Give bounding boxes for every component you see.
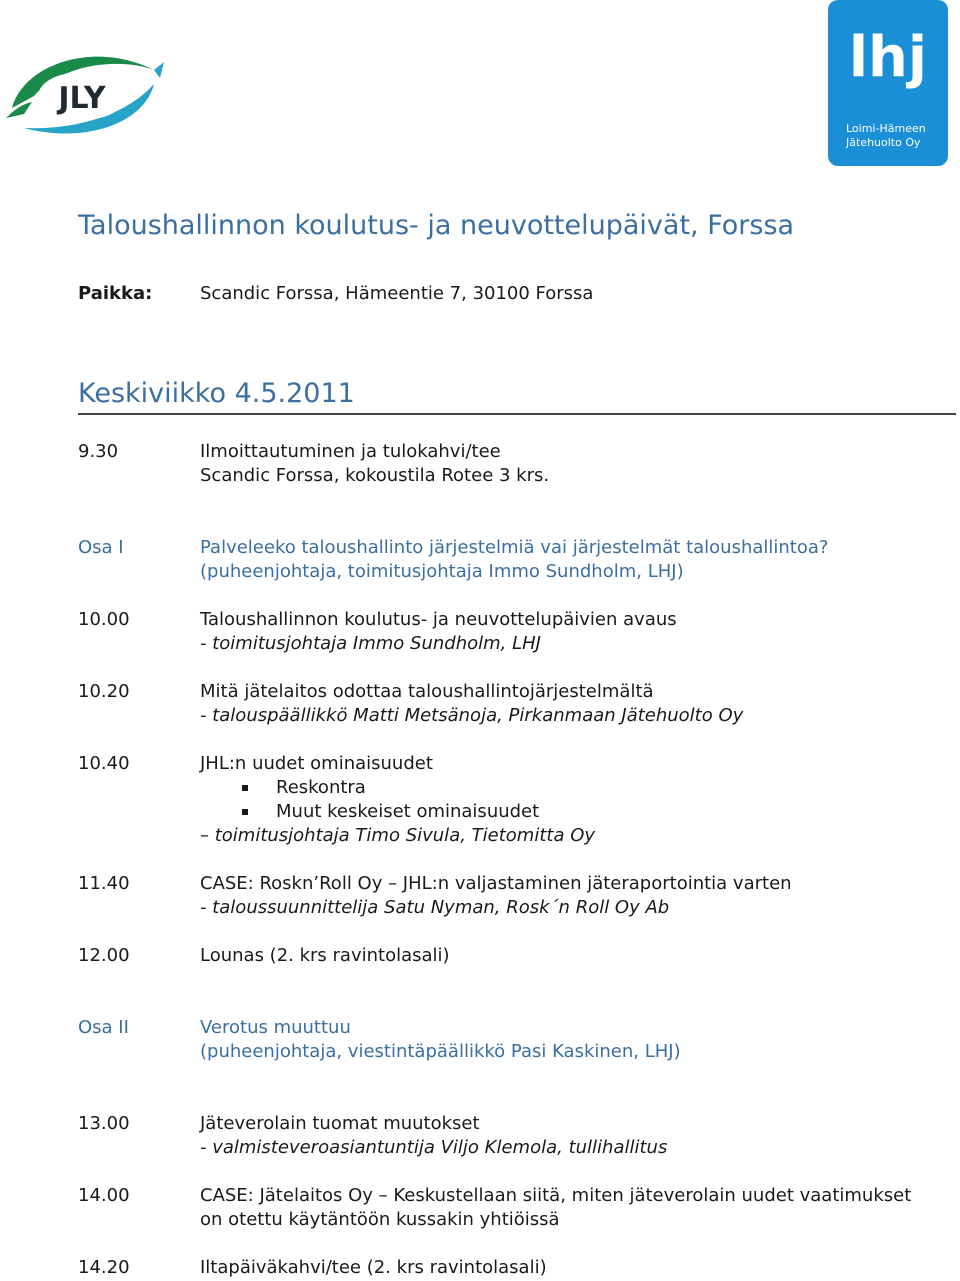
agenda-text: Scandic Forssa, kokoustila Rotee 3 krs. xyxy=(200,465,550,486)
place-label: Paikka: xyxy=(78,283,153,304)
jly-logo xyxy=(4,44,164,144)
svg-text:lhj: lhj xyxy=(848,25,928,90)
agenda-text: Lounas (2. krs ravintolasali) xyxy=(200,945,450,966)
place-value: Scandic Forssa, Hämeentie 7, 30100 Forssa xyxy=(200,283,594,304)
day-heading: Keskiviikko 4.5.2011 xyxy=(78,378,355,409)
bullet-item: Muut keskeiset ominaisuudet xyxy=(200,800,960,824)
agenda-time: 10.00 xyxy=(78,609,130,630)
bullet-item: Reskontra xyxy=(200,776,960,800)
agenda-text: Ilmoittautuminen ja tulokahvi/tee xyxy=(200,441,501,462)
lhj-logo xyxy=(828,0,948,166)
session-label: Osa I xyxy=(78,537,124,558)
agenda-time: 14.20 xyxy=(78,1257,130,1278)
svg-text:Loimi-Hämeen: Loimi-Hämeen xyxy=(846,122,926,135)
session-label: Osa II xyxy=(78,1017,129,1038)
agenda-time: 9.30 xyxy=(78,441,119,462)
agenda-speaker: – toimitusjohtaja Timo Sivula, Tietomitta Oy xyxy=(200,825,596,846)
agenda-text: Taloushallinnon koulutus- ja neuvottelupäivien avaus xyxy=(200,609,677,630)
agenda-text: on otettu käytäntöön kussakin yhtiöissä xyxy=(200,1209,560,1230)
svg-text:JLY: JLY xyxy=(58,81,106,116)
agenda-text: CASE: Roskn’Roll Oy – JHL:n valjastaminen jäteraportointia varten xyxy=(200,873,792,894)
agenda-time: 10.20 xyxy=(78,681,130,702)
agenda-speaker: - toimitusjohtaja Immo Sundholm, LHJ xyxy=(200,633,541,654)
agenda-speaker: - valmisteveroasiantuntija Viljo Klemola, tullihallitus xyxy=(200,1137,668,1158)
agenda-text: Mitä jätelaitos odottaa taloushallintojärjestelmältä xyxy=(200,681,654,702)
page-title: Taloushallinnon koulutus- ja neuvottelupäivät, Forssa xyxy=(78,210,795,241)
agenda-speaker: - taloussuunnittelija Satu Nyman, Rosk´n Roll Oy Ab xyxy=(200,897,670,918)
agenda-text: Jäteverolain tuomat muutokset xyxy=(200,1113,480,1134)
agenda-text: Iltapäiväkahvi/tee (2. krs ravintolasali) xyxy=(200,1257,547,1278)
session-title: Palveleeko taloushallinto järjestelmiä vai järjestelmät taloushallintoa? xyxy=(200,537,829,558)
agenda-text: JHL:n uudet ominaisuudet xyxy=(200,753,433,774)
svg-text:Jätehuolto Oy: Jätehuolto Oy xyxy=(846,136,921,149)
session-chair: (puheenjohtaja, toimitusjohtaja Immo Sundholm, LHJ) xyxy=(200,561,684,582)
session-title: Verotus muuttuu xyxy=(200,1017,351,1038)
agenda-time: 13.00 xyxy=(78,1113,130,1134)
agenda-time: 14.00 xyxy=(78,1185,130,1206)
agenda-time: 10.40 xyxy=(78,753,130,774)
agenda-speaker: - talouspäällikkö Matti Metsänoja, Pirkanmaan Jätehuolto Oy xyxy=(200,705,744,726)
day-divider xyxy=(78,413,956,415)
session-chair: (puheenjohtaja, viestintäpäällikkö Pasi Kaskinen, LHJ) xyxy=(200,1041,681,1062)
agenda-time: 12.00 xyxy=(78,945,130,966)
agenda-text: CASE: Jätelaitos Oy – Keskustellaan siitä, miten jäteverolain uudet vaatimukset xyxy=(200,1185,912,1206)
agenda-time: 11.40 xyxy=(78,873,130,894)
